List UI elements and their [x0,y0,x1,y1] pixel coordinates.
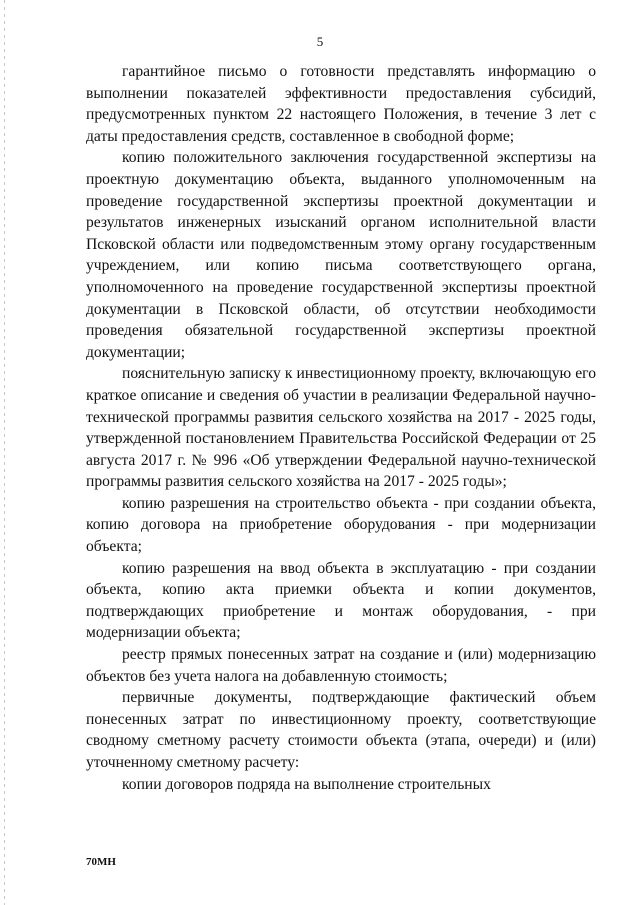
scan-edge [4,0,5,905]
paragraph-explanatory-note: пояснительную записку к инвестиционному проекту, включающую его краткое описание и сведения об участии в реализации Федеральной научно-технической программы развития сельского хозяйства на 2017 - 2025 годы, утвержденной постановлением Правительства Российской Федерации от 25 августа 2017 г. № 996 «Об утверждении Федеральной научно-технической программы развития сельского хозяйства на 2017 - 2025 годы»; [86,365,596,491]
footer-code: 70МН [86,856,116,868]
paragraph-contract-copies: копии договоров подряда на выполнение строительных [122,775,491,793]
paragraph-construction-permit: копию разрешения на строительство объекта - при создании объекта, копию договора на приобретение оборудования - при модернизации объекта; [86,494,596,556]
document-body [86,61,596,795]
paragraph-cost-register: реестр прямых понесенных затрат на создание и (или) модернизацию объектов без учета налога на добавленную стоимость; [86,646,596,685]
paragraph-expertise-conclusion: копию положительного заключения государственной экспертизы на проектную документацию объекта, выданного уполномоченным на проведение государственной экспертизы проектной документации и результатов инженерных изысканий органом исполнительной власти Псковской области или подведомственным этому органу государственным учреждением, или копию письма соответствующего органа, уполномоченного на проведение государственной экспертизы проектной документации в Псковской области, об отсутствии необходимости проведения обязательной государственной экспертизы проектной документации; [86,149,596,361]
paragraph-primary-documents: первичные документы, подтверждающие фактический объем понесенных затрат по инвестиционному проекту, соответствующие сводному сметному расчету стоимости объекта (этапа, очереди) и (или) уточненному сметному расчету: [86,689,596,771]
paragraph-guarantee-letter: гарантийное письмо о готовности представлять информацию о выполнении показателей эффективности предоставления субсидий, предусмотренных пунктом 22 настоящего Положения, в течение 3 лет с даты предоставления средств, составленное в свободной форме; [86,63,596,145]
paragraph-commissioning-permit: копию разрешения на ввод объекта в эксплуатацию - при создании объекта, копию акта приемки объекта и копии документов, подтверждающих приобретение и монтаж оборудования, - при модернизации объекта; [86,559,596,642]
page-number: 5 [316,34,324,49]
